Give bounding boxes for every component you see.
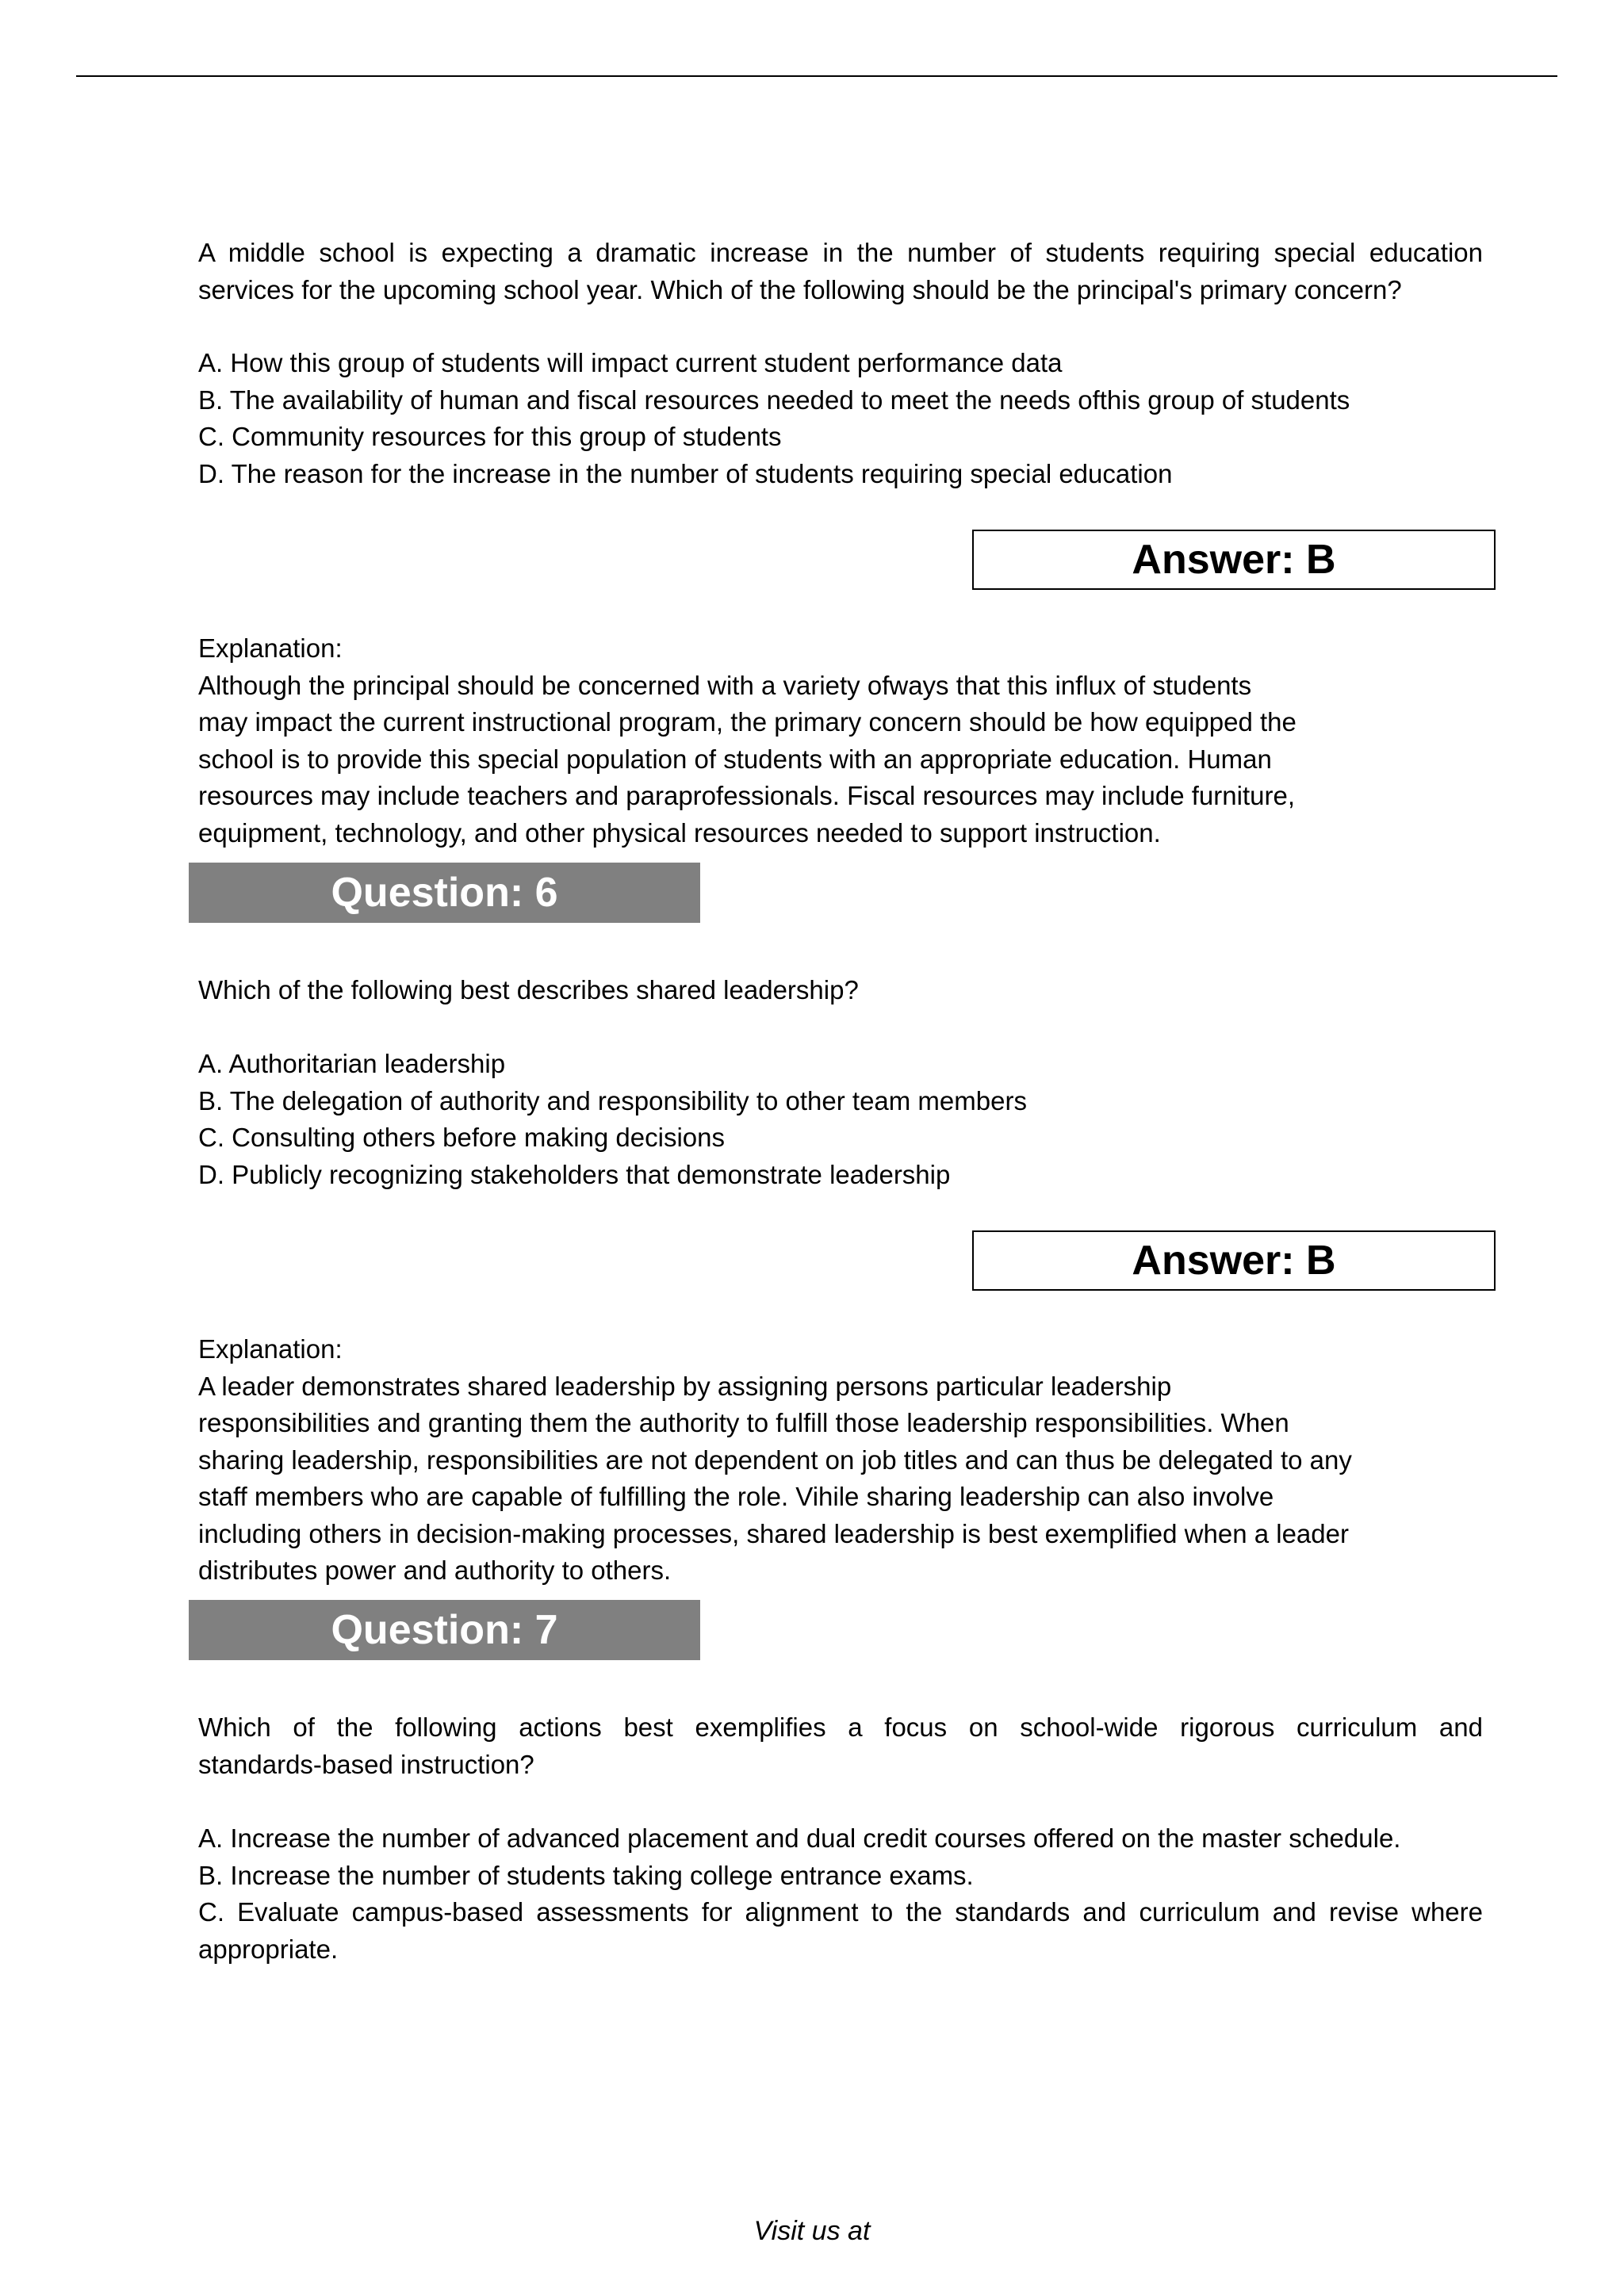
q6-option-c: C. Consulting others before making decisions <box>198 1123 726 1152</box>
q7-option-c: C. Evaluate campus-based assessments for alignment to the standards and curriculum and revise where <box>198 1897 1483 1927</box>
q6-explanation-line: responsibilities and granting them the authority to fulfill those leadership responsibilities. When <box>198 1408 1289 1437</box>
q5-question-line: A middle school is expecting a dramatic increase in the number of students requiring special education <box>198 238 1483 267</box>
q7-question-line: standards-based instruction? <box>198 1749 534 1779</box>
q7-question-text <box>198 1709 1483 1783</box>
q6-option-d: D. Publicly recognizing stakeholders that demonstrate leadership <box>198 1159 951 1189</box>
q5-options <box>198 345 1483 492</box>
header-rule <box>76 75 1557 77</box>
q6-explanation-line: distributes power and authority to others. <box>198 1556 672 1585</box>
q6-option-b: B. The delegation of authority and responsibility to other team members <box>198 1085 1027 1115</box>
q6-explanation-line: A leader demonstrates shared leadership by assigning persons particular leadership <box>198 1371 1172 1401</box>
q6-explanation <box>198 1331 1483 1590</box>
q5-explanation-line: may impact the current instructional program, the primary concern should be how equipped the <box>198 707 1297 737</box>
q5-explanation-line: Although the principal should be concerned with a variety ofways that this influx of students <box>198 670 1252 700</box>
q5-option-a: A. How this group of students will impact current student performance data <box>198 348 1063 377</box>
q6-explanation-line: staff members who are capable of fulfilling the role. Vihile sharing leadership can also involve <box>198 1482 1274 1511</box>
footer-visit-us: Visit us at <box>753 2216 871 2246</box>
q7-question-line: Which of the following actions best exemplifies a focus on school-wide rigorous curriculum and <box>198 1712 1483 1742</box>
q7-heading-bar: Question: 7 <box>189 1600 700 1660</box>
q5-answer-box: Answer: B <box>972 530 1496 590</box>
q6-option-a: A. Authoritarian leadership <box>198 1049 506 1078</box>
q5-question-text <box>198 235 1483 308</box>
q7-options <box>198 1820 1483 1968</box>
q6-question-text <box>198 972 1483 1009</box>
q5-explanation <box>198 630 1483 851</box>
q7-option-c-continued: appropriate. <box>198 1934 339 1964</box>
q6-question-line: Which of the following best describes shared leadership? <box>198 975 859 1004</box>
q5-question-line: services for the upcoming school year. Which of the following should be the principal's primary concern? <box>198 274 1402 304</box>
q6-answer-box: Answer: B <box>972 1230 1496 1291</box>
q6-explanation-heading: Explanation: <box>198 1334 343 1364</box>
q5-explanation-heading: Explanation: <box>198 633 343 663</box>
q6-heading-bar: Question: 6 <box>189 863 700 923</box>
q5-explanation-line: equipment, technology, and other physical resources needed to support instruction. <box>198 817 1161 848</box>
q5-option-c: C. Community resources for this group of students <box>198 422 782 451</box>
q5-option-d: D. The reason for the increase in the number of students requiring special education <box>198 458 1173 488</box>
q5-explanation-line: resources may include teachers and paraprofessionals. Fiscal resources may include furniture, <box>198 781 1295 810</box>
q6-explanation-line: including others in decision-making processes, shared leadership is best exemplified when a leader <box>198 1518 1349 1548</box>
q6-explanation-line: sharing leadership, responsibilities are not dependent on job titles and can thus be delegated to any <box>198 1445 1352 1475</box>
q5-explanation-line: school is to provide this special population of students with an appropriate education. Human <box>198 744 1272 774</box>
q7-option-b: B. Increase the number of students taking college entrance exams. <box>198 1860 974 1890</box>
q6-options <box>198 1046 1483 1193</box>
q7-option-a: A. Increase the number of advanced placement and dual credit courses offered on the master schedule. <box>198 1823 1401 1853</box>
q5-option-b: B. The availability of human and fiscal resources needed to meet the needs ofthis group of students <box>198 385 1350 415</box>
